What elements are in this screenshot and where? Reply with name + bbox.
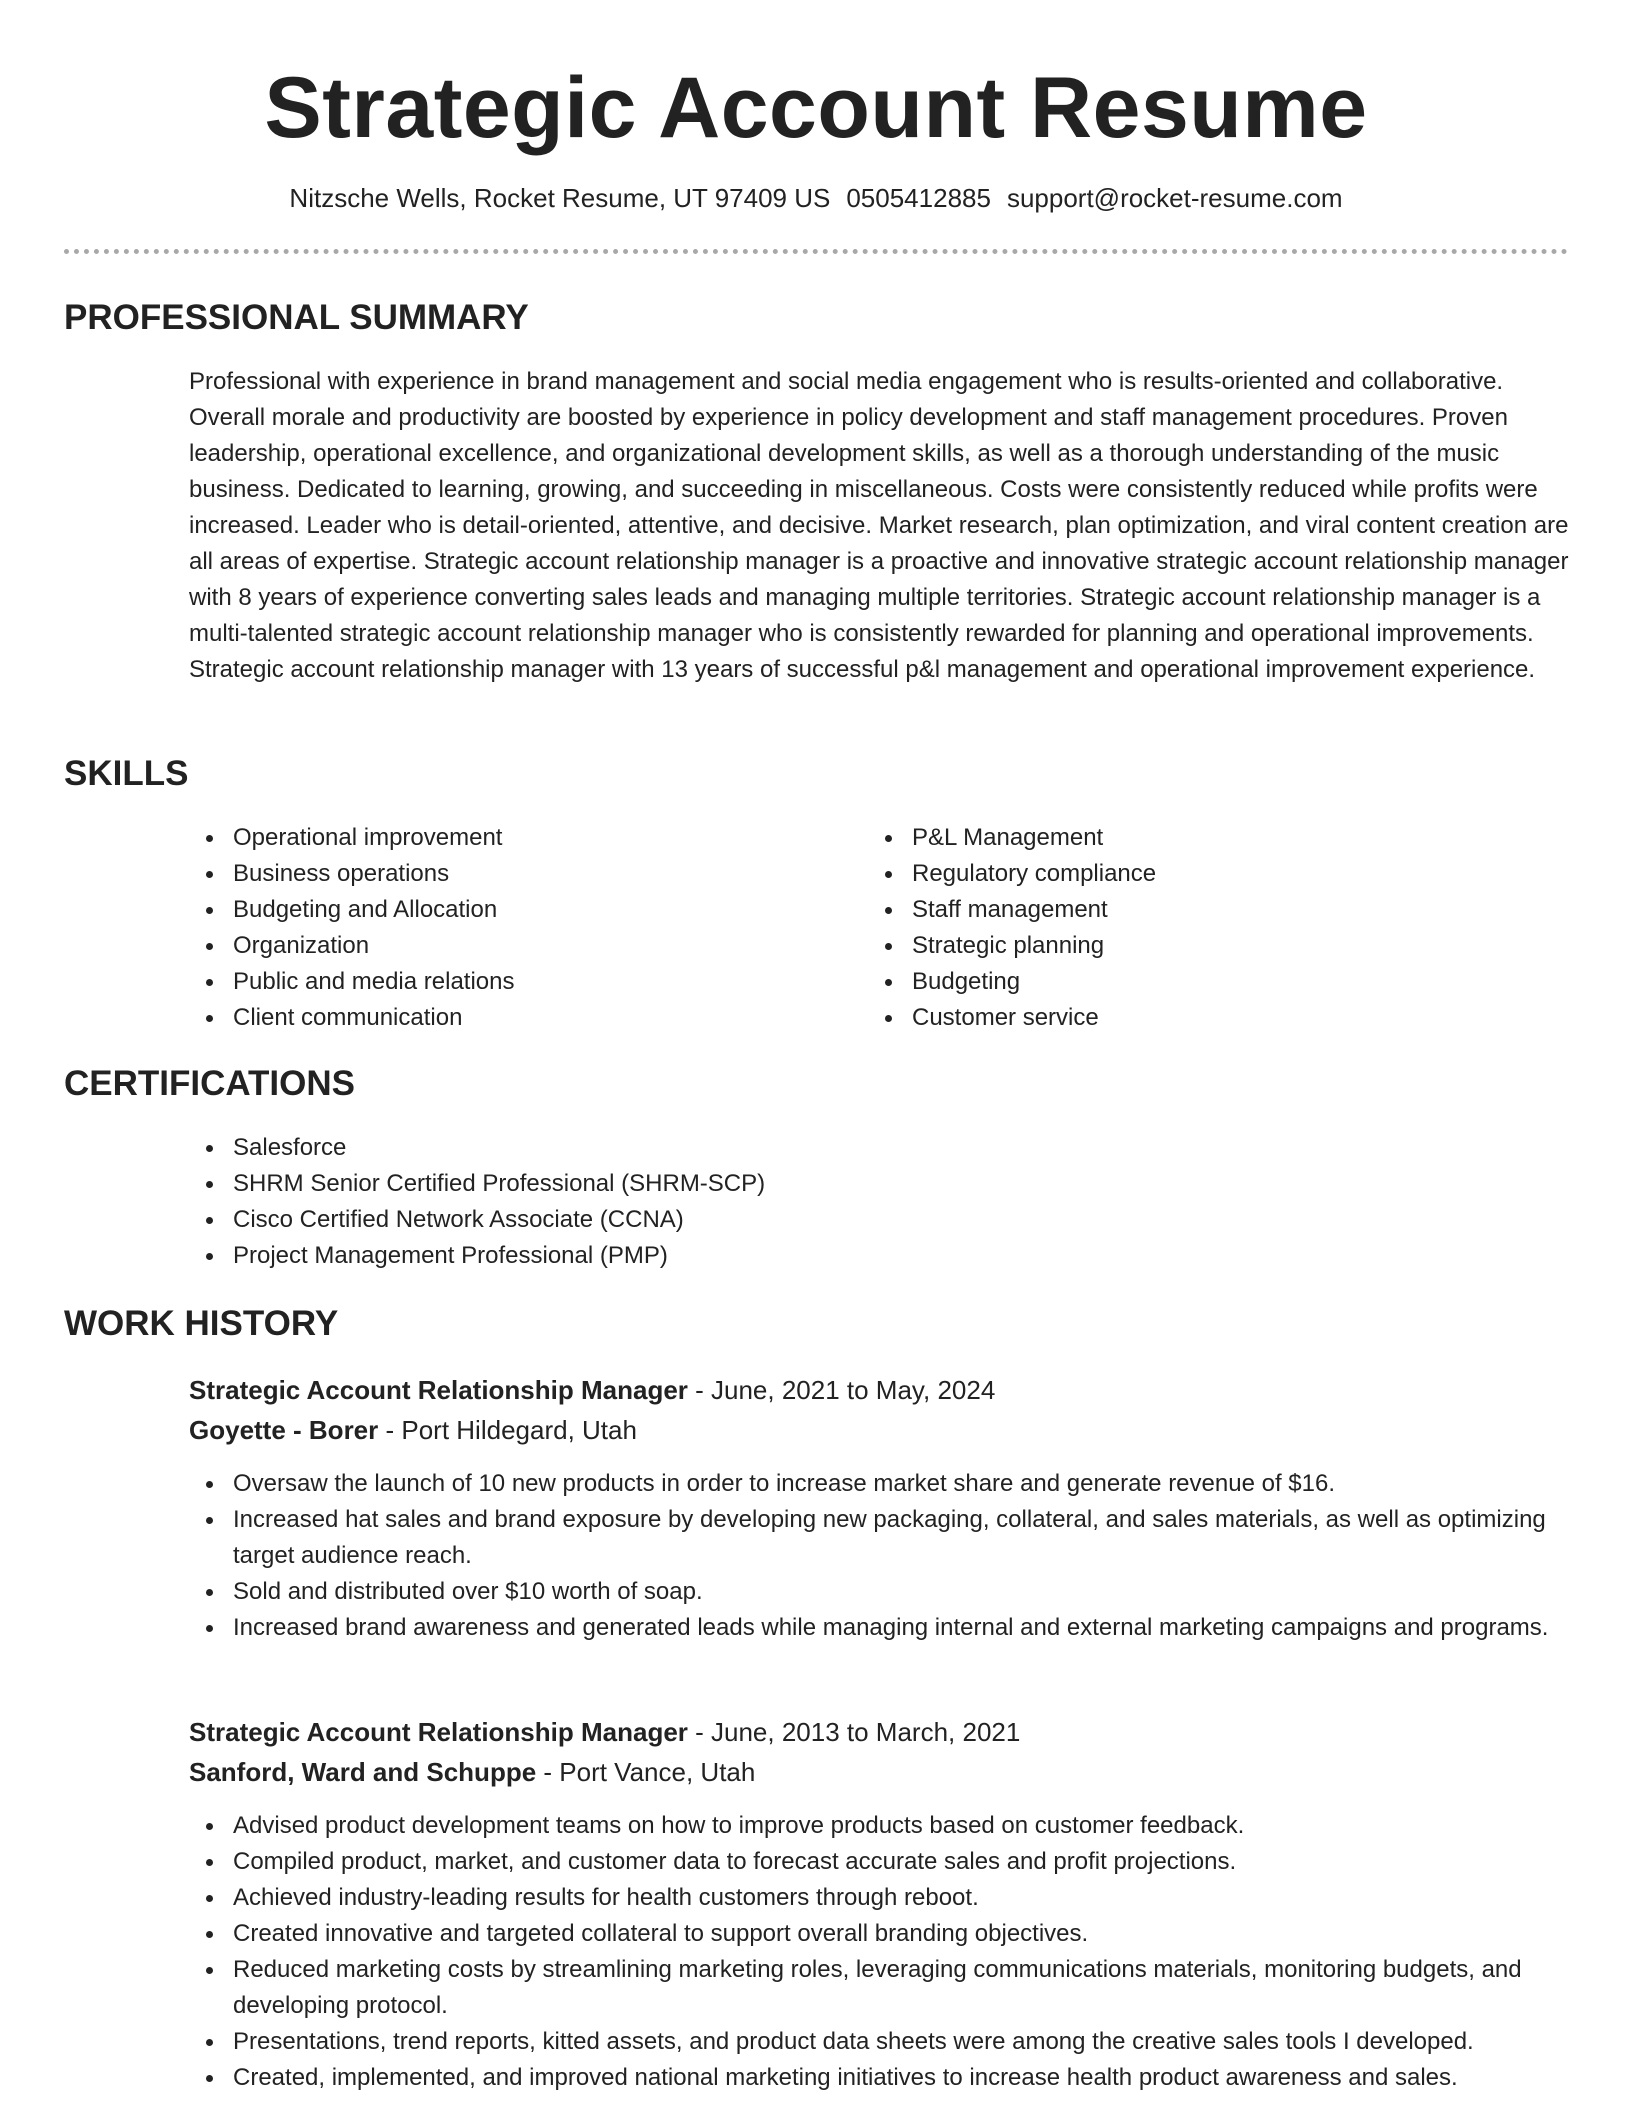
job-company: Sanford, Ward and Schuppe	[189, 1757, 537, 1787]
certification-item: SHRM Senior Certified Professional (SHRM-SCP)	[189, 1166, 1569, 1202]
job-bullet: Increased brand awareness and generated leads while managing internal and external marketing campaigns and programs.	[189, 1610, 1569, 1646]
skill-item: Strategic planning	[868, 928, 1508, 964]
contact-info	[0, 180, 1632, 216]
job-title: Strategic Account Relationship Manager	[189, 1717, 688, 1747]
certification-item: Salesforce	[189, 1130, 1569, 1166]
job-bullet: Created, implemented, and improved national marketing initiatives to increase health product awareness and sales.	[189, 2060, 1569, 2096]
job-bullet: Sold and distributed over $10 worth of soap.	[189, 1574, 1569, 1610]
contact-address: Nitzsche Wells, Rocket Resume, UT 97409 US	[289, 183, 831, 213]
job-company-line	[189, 1412, 637, 1448]
skill-item: Organization	[189, 928, 829, 964]
certifications-heading: CERTIFICATIONS	[64, 1064, 356, 1103]
job-title-line	[189, 1714, 1020, 1750]
job-bullet: Achieved industry-leading results for health customers through reboot.	[189, 1880, 1569, 1916]
certification-item: Project Management Professional (PMP)	[189, 1238, 1569, 1274]
job-dates: - June, 2021 to May, 2024	[687, 1375, 996, 1405]
work-history-heading: WORK HISTORY	[64, 1304, 339, 1343]
skill-item: Regulatory compliance	[868, 856, 1508, 892]
contact-email: support@rocket-resume.com	[1006, 183, 1343, 213]
certification-item: Cisco Certified Network Associate (CCNA)	[189, 1202, 1569, 1238]
job-bullet: Oversaw the launch of 10 new products in order to increase market share and generate revenue of $16.	[189, 1466, 1569, 1502]
job-company-line	[189, 1754, 755, 1790]
job-bullets	[189, 1808, 1569, 2096]
skill-item: Client communication	[189, 1000, 829, 1036]
skill-item: Staff management	[868, 892, 1508, 928]
certifications-list	[189, 1130, 1569, 1274]
job-company: Goyette - Borer	[189, 1415, 379, 1445]
summary-heading: PROFESSIONAL SUMMARY	[64, 298, 529, 337]
contact-phone: 0505412885	[846, 183, 991, 213]
job-location: - Port Vance, Utah	[536, 1757, 756, 1787]
job-bullet: Advised product development teams on how to improve products based on customer feedback.	[189, 1808, 1569, 1844]
job-bullet: Compiled product, market, and customer data to forecast accurate sales and profit projections.	[189, 1844, 1569, 1880]
job-bullet: Increased hat sales and brand exposure by developing new packaging, collateral, and sales materials, as well as optimizing target audience reach.	[189, 1502, 1569, 1574]
resume-title: Strategic Account Resume	[264, 60, 1368, 156]
job-bullet: Reduced marketing costs by streamlining marketing roles, leveraging communications materials, monitoring budgets, and developing protocol.	[189, 1952, 1569, 2024]
skill-item: Budgeting and Allocation	[189, 892, 829, 928]
job-dates: - June, 2013 to March, 2021	[687, 1717, 1021, 1747]
header-divider	[64, 249, 1568, 254]
skill-item: P&L Management	[868, 820, 1508, 856]
skills-list-left	[189, 820, 829, 1036]
skills-heading: SKILLS	[64, 754, 189, 793]
skill-item: Budgeting	[868, 964, 1508, 1000]
skill-item: Public and media relations	[189, 964, 829, 1000]
skills-list-right	[868, 820, 1508, 1036]
skill-item: Business operations	[189, 856, 829, 892]
job-bullet: Presentations, trend reports, kitted assets, and product data sheets were among the creative sales tools I developed.	[189, 2024, 1569, 2060]
job-title-line	[189, 1372, 995, 1408]
skill-item: Operational improvement	[189, 820, 829, 856]
skill-item: Customer service	[868, 1000, 1508, 1036]
job-bullets	[189, 1466, 1569, 1646]
summary-text: Professional with experience in brand management and social media engagement who is results-oriented and collaborative. Overall morale and productivity are boosted by experience in policy development and staff management procedures. Proven leadership, operational excellence, and organizational development skills, as well as a thorough understanding of the music business. Dedicated to learning, growing, and succeeding in miscellaneous. Costs were consistently reduced while profits were increased. Leader who is detail-oriented, attentive, and decisive. Market research, plan optimization, and viral content creation are all areas of expertise. Strategic account relationship manager is a proactive and innovative strategic account relationship manager with 8 years of experience converting sales leads and managing multiple territories. Strategic account relationship manager is a multi-talented strategic account relationship manager who is consistently rewarded for planning and operational improvements. Strategic account relationship manager with 13 years of successful p&l management and operational improvement experience.	[189, 368, 1569, 683]
job-bullet: Created innovative and targeted collateral to support overall branding objectives.	[189, 1916, 1569, 1952]
job-title: Strategic Account Relationship Manager	[189, 1375, 688, 1405]
job-location: - Port Hildegard, Utah	[378, 1415, 637, 1445]
